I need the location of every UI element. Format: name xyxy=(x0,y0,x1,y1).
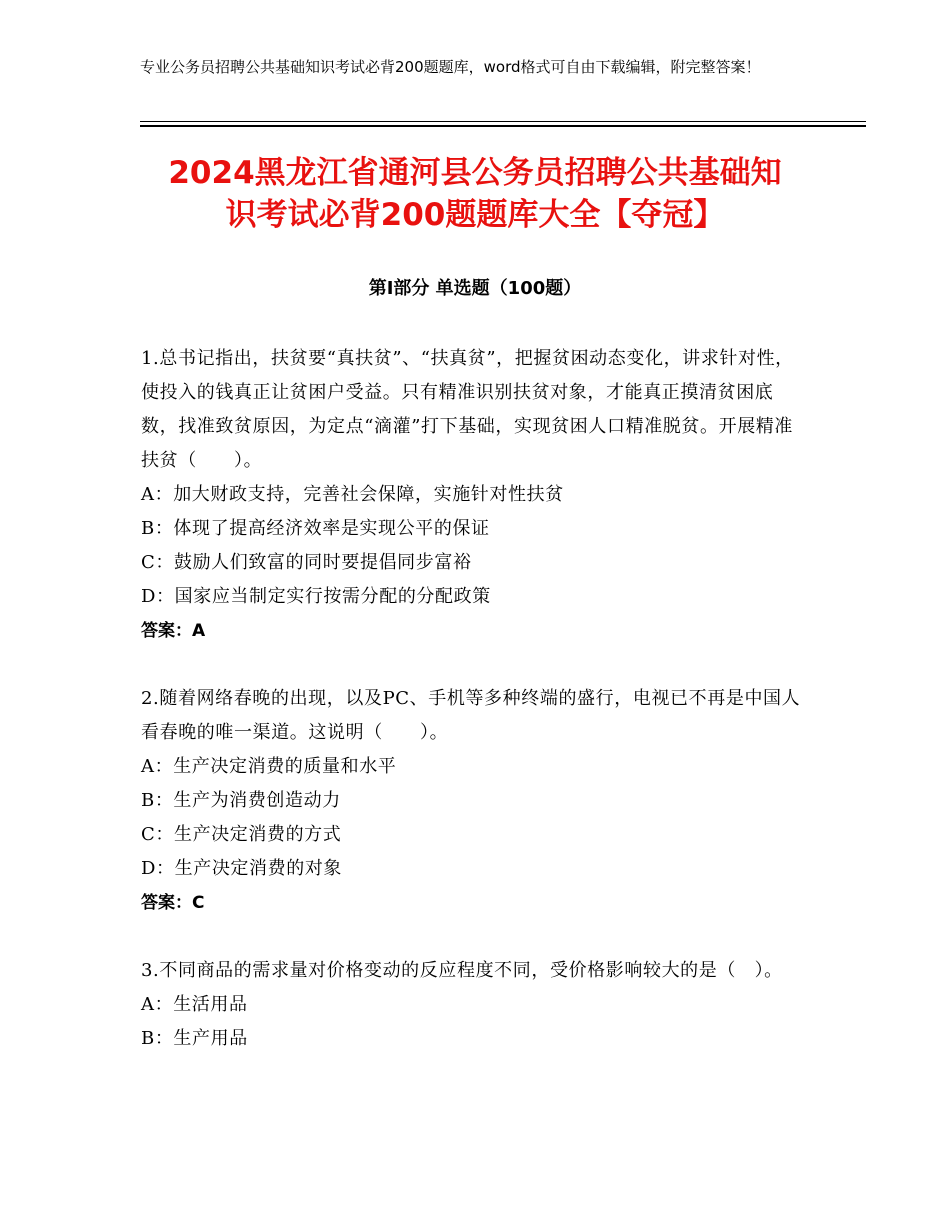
question-stem: 1.总书记指出，扶贫要“真扶贫”、“扶真贫”，把握贫困动态变化，讲求针对性，使投入的钱真正让贫困户受益。只有精准识别扶贫对象，才能真正摸清贫困底数，找准致贫原因，为定点“滴灌”打下基础，实现贫困人口精准脱贫。开展精准扶贫（ ）。 xyxy=(141,348,794,471)
question-2 xyxy=(141,682,803,920)
question-list xyxy=(141,342,803,1090)
question-stem: 2.随着网络春晚的出现，以及PC、手机等多种终端的盛行，电视已不再是中国人看春晚的唯一渠道。这说明（ ）。 xyxy=(141,688,801,743)
section-title: 第Ⅰ部分 单选题（100题） xyxy=(368,278,582,299)
document-title xyxy=(0,152,950,236)
option-c: C：生产决定消费的方式 xyxy=(141,824,342,845)
option-b: B：体现了提高经济效率是实现公平的保证 xyxy=(141,518,490,539)
option-a: A：生活用品 xyxy=(141,994,248,1015)
header-rule-thick xyxy=(140,125,866,127)
option-b: B：生产用品 xyxy=(141,1028,248,1049)
header-rule-thin xyxy=(140,121,866,122)
option-d: D：国家应当制定实行按需分配的分配政策 xyxy=(141,586,491,607)
answer: 答案：A xyxy=(141,621,206,641)
document-title-line-1: 2024黑龙江省通河县公务员招聘公共基础知 xyxy=(168,155,782,191)
header-note: 专业公务员招聘公共基础知识考试必背200题题库，word格式可自由下载编辑，附完整答案！ xyxy=(140,58,761,76)
option-c: C：鼓励人们致富的同时要提倡同步富裕 xyxy=(141,552,472,573)
question-1 xyxy=(141,342,803,648)
option-a: A：加大财政支持，完善社会保障，实施针对性扶贫 xyxy=(141,484,564,505)
document-title-line-2: 识考试必背200题题库大全【夺冠】 xyxy=(225,197,725,233)
option-a: A：生产决定消费的质量和水平 xyxy=(141,756,397,777)
option-d: D：生产决定消费的对象 xyxy=(141,858,343,879)
answer: 答案：C xyxy=(141,893,205,913)
question-stem: 3.不同商品的需求量对价格变动的反应程度不同，受价格影响较大的是（ ）。 xyxy=(141,960,783,981)
question-3 xyxy=(141,954,803,1056)
option-b: B：生产为消费创造动力 xyxy=(141,790,341,811)
